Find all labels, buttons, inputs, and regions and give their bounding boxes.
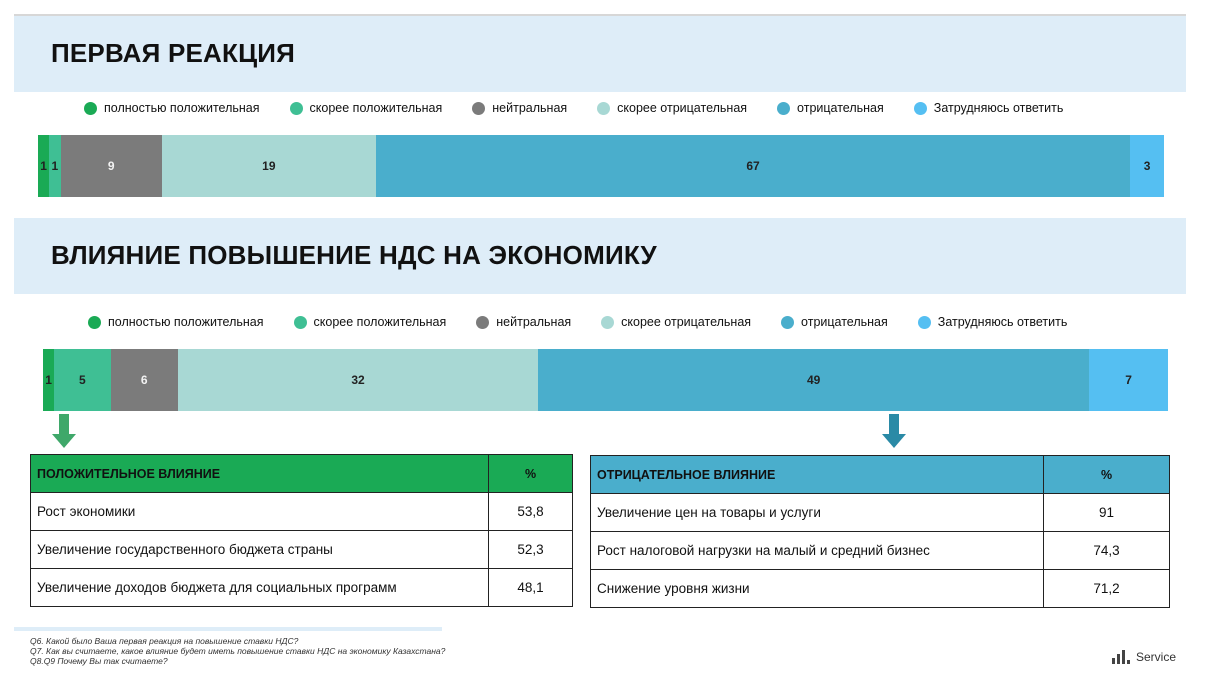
positive-row-value: 52,3 xyxy=(489,531,573,569)
footnote-q7: Q7. Как вы считаете, какое влияние будет иметь повышение ставки НДС на экономику Казахстана? xyxy=(30,646,446,656)
positive-table-header: ПОЛОЖИТЕЛЬНОЕ ВЛИЯНИЕ xyxy=(31,455,489,493)
legend-item xyxy=(476,315,571,329)
positive-impact-table xyxy=(30,454,573,607)
legend-item xyxy=(597,101,747,115)
bar-segment xyxy=(54,349,110,411)
bar-segment xyxy=(1089,349,1168,411)
footnote-q6: Q6. Какой было Ваша первая реакция на повышение ставки НДС? xyxy=(30,636,299,646)
table-row xyxy=(31,493,573,531)
positive-row-label: Увеличение доходов бюджета для социальных программ xyxy=(31,569,489,607)
legend-item xyxy=(918,315,1068,329)
negative-row-value: 71,2 xyxy=(1044,570,1170,608)
section1-banner xyxy=(14,16,1186,92)
bar-segment-label: 1 xyxy=(51,159,59,173)
bar-segment xyxy=(43,349,54,411)
bar-segment-label: 1 xyxy=(40,159,47,173)
legend-item xyxy=(777,101,884,115)
legend-label: полностью положительная xyxy=(108,315,264,329)
stacked-bar-economy-impact xyxy=(43,349,1168,411)
bar-segment-label: 1 xyxy=(45,373,52,387)
table-row xyxy=(31,569,573,607)
table-row xyxy=(591,494,1170,532)
legend-dot-icon xyxy=(601,316,614,329)
negative-table-pct-header: % xyxy=(1044,456,1170,494)
legend-item xyxy=(88,315,264,329)
legend-item xyxy=(290,101,443,115)
stacked-bar-first-reaction xyxy=(38,135,1164,197)
bar-segment-label: 32 xyxy=(351,373,365,387)
bar-segment-label: 7 xyxy=(1125,373,1132,387)
legend-dot-icon xyxy=(597,102,610,115)
legend-label: скорее отрицательная xyxy=(617,101,748,115)
bar-segment-label: 3 xyxy=(1143,159,1151,173)
legend-label: нейтральная xyxy=(496,315,572,329)
negative-row-label: Увеличение цен на товары и услуги xyxy=(591,494,1044,532)
section1-title: ПЕРВАЯ РЕАКЦИЯ xyxy=(51,38,296,68)
legend-dot-icon xyxy=(88,316,101,329)
legend-label: скорее положительная xyxy=(313,315,447,329)
table-row xyxy=(31,531,573,569)
down-arrow-positive-icon xyxy=(52,414,76,448)
negative-table-header-row xyxy=(591,456,1170,494)
bar-segment-label: 67 xyxy=(746,159,760,173)
legend-item xyxy=(84,101,260,115)
bar-segment-label: 5 xyxy=(79,373,86,387)
positive-row-label: Рост экономики xyxy=(31,493,489,531)
negative-table-header: ОТРИЦАТЕЛЬНОЕ ВЛИЯНИЕ xyxy=(591,456,1044,494)
negative-row-label: Рост налоговой нагрузки на малый и средний бизнес xyxy=(591,532,1044,570)
bar-segment xyxy=(49,135,60,197)
negative-row-label: Снижение уровня жизни xyxy=(591,570,1044,608)
positive-row-value: 48,1 xyxy=(489,569,573,607)
legend-label: полностью положительная xyxy=(104,101,260,115)
negative-row-value: 91 xyxy=(1044,494,1170,532)
positive-table-header-row xyxy=(31,455,573,493)
brand-name: Service xyxy=(1136,650,1177,664)
brand-logo xyxy=(1112,650,1176,664)
bar-segment xyxy=(376,135,1130,197)
table-row xyxy=(591,570,1170,608)
legend-label: отрицательная xyxy=(801,315,888,329)
bars-logo-icon xyxy=(1112,650,1132,664)
legend-label: Затрудняюсь ответить xyxy=(933,101,1064,115)
legend-dot-icon xyxy=(290,102,303,115)
legend-2 xyxy=(88,315,1097,329)
legend-dot-icon xyxy=(777,102,790,115)
bar-segment-label: 6 xyxy=(140,373,148,387)
section2-banner xyxy=(14,218,1186,294)
bar-segment xyxy=(38,135,49,197)
bar-segment xyxy=(162,135,376,197)
negative-row-value: 74,3 xyxy=(1044,532,1170,570)
footnote-divider xyxy=(14,627,442,631)
legend-item xyxy=(781,315,888,329)
footnotes xyxy=(30,636,445,666)
legend-dot-icon xyxy=(294,316,307,329)
bar-segment xyxy=(178,349,538,411)
legend-item xyxy=(914,101,1064,115)
legend-label: нейтральная xyxy=(492,101,568,115)
bar-segment xyxy=(1130,135,1164,197)
positive-table-pct-header: % xyxy=(489,455,573,493)
bar-segment-label: 9 xyxy=(107,159,115,173)
legend-dot-icon xyxy=(472,102,485,115)
negative-impact-table xyxy=(590,455,1170,608)
legend-1 xyxy=(84,101,1093,115)
legend-label: отрицательная xyxy=(797,101,884,115)
section2-title: ВЛИЯНИЕ ПОВЫШЕНИЕ НДС НА ЭКОНОМИКУ xyxy=(51,240,657,270)
bar-segment-label: 19 xyxy=(262,159,276,173)
legend-item xyxy=(294,315,447,329)
legend-dot-icon xyxy=(914,102,927,115)
footnote-q8-q9: Q8.Q9 Почему Вы так считаете? xyxy=(30,656,168,666)
legend-label: Затрудняюсь ответить xyxy=(937,315,1068,329)
bar-segment xyxy=(111,349,179,411)
legend-dot-icon xyxy=(84,102,97,115)
table-row xyxy=(591,532,1170,570)
legend-item xyxy=(472,101,567,115)
positive-row-label: Увеличение государственного бюджета страны xyxy=(31,531,489,569)
bar-segment xyxy=(61,135,162,197)
down-arrow-negative-icon xyxy=(882,414,906,448)
legend-dot-icon xyxy=(781,316,794,329)
legend-item xyxy=(601,315,751,329)
legend-label: скорее положительная xyxy=(309,101,443,115)
bar-segment xyxy=(538,349,1089,411)
positive-row-value: 53,8 xyxy=(489,493,573,531)
legend-dot-icon xyxy=(476,316,489,329)
legend-dot-icon xyxy=(918,316,931,329)
bar-segment-label: 49 xyxy=(806,373,821,387)
legend-label: скорее отрицательная xyxy=(621,315,752,329)
